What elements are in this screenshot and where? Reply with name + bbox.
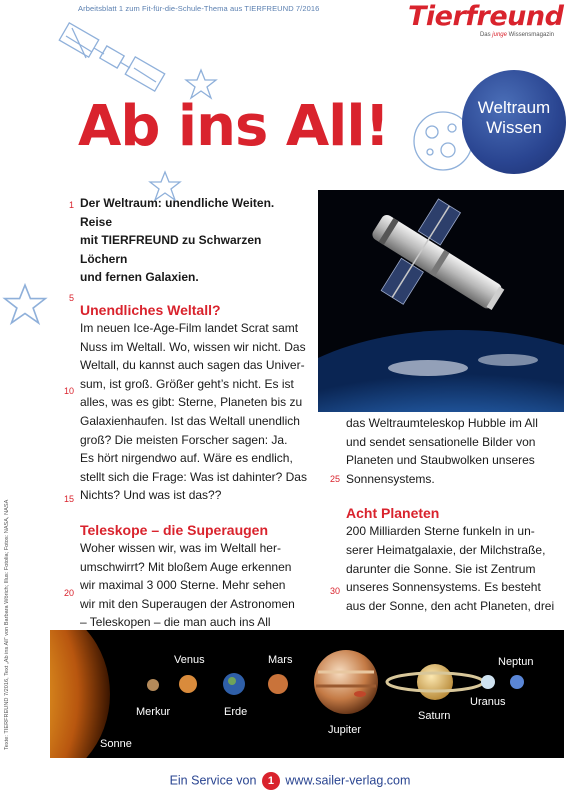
text-line: serer Heimatgalaxie, der Milchstraße, (346, 542, 546, 557)
text-line: groß? Die meisten Forscher sagen: Ja. (80, 432, 288, 447)
text-line: aus der Sonne, den acht Planeten, drei (346, 598, 555, 613)
text-line: Nuss im Weltall. Wo, wissen wir nicht. Das (80, 339, 306, 354)
tagline-suffix: Wissensmagazin (508, 32, 554, 38)
worksheet-header: Arbeitsblatt 1 zum Fit-für-die-Schule-Thema aus TIERFREUND 7/2016 (78, 4, 320, 13)
satellite-sketch-icon (58, 20, 168, 100)
sailer-logo-icon: 1 (262, 772, 280, 790)
text-line: wir mit den Superaugen der Astronomen (80, 596, 295, 611)
section-heading-planeten: Acht Planeten (346, 505, 440, 522)
footer-service-line (0, 772, 580, 790)
text-line: Nichts? Und was ist das?? (80, 488, 222, 503)
planet-label-sonne: Sonne (100, 738, 132, 750)
badge-line-2: Wissen (486, 118, 542, 137)
planet-label-saturn: Saturn (418, 710, 451, 722)
right-text-column (346, 414, 568, 615)
paragraph-weltall (80, 319, 308, 505)
text-line: Galaxienhaufen. Ist das Weltall unendlich (80, 413, 300, 428)
hubble-illustration (318, 190, 564, 412)
text-line: sum, ist groß. Größer geht’s nicht. Es ist (80, 376, 294, 391)
hubble-telescope-photo (318, 190, 564, 412)
badge-line-1: Weltraum (477, 98, 551, 117)
text-line: und sendet sensationelle Bilder von (346, 434, 536, 449)
text-line: Es hört nirgendwo auf. Wäre es endlich, (80, 451, 293, 466)
planet-label-mars: Mars (268, 654, 293, 666)
line-number: 30 (329, 586, 340, 596)
solar-system-image (50, 630, 564, 758)
paragraph-planeten (346, 522, 568, 615)
line-number: 1 (68, 200, 74, 210)
line-number: 5 (68, 293, 74, 303)
text-line: unseres Sonnensystems. Es besteht (346, 580, 541, 595)
planet-label-erde: Erde (224, 706, 248, 718)
logo-tagline (480, 32, 554, 38)
planet-label-neptun: Neptun (498, 656, 534, 668)
planet-label-merkur: Merkur (136, 706, 171, 718)
text-line: das Weltraumteleskop Hubble im All (346, 416, 538, 430)
section-heading-teleskope: Teleskope – die Superaugen (80, 521, 269, 538)
text-line: stellt sich die Frage: Was ist dahinter? Das (80, 469, 307, 484)
tagline-emphasis: junge (492, 32, 507, 38)
text-line: – Teleskopen – die man auch ins All (80, 615, 271, 630)
text-line: alles, was es gibt: Sterne, Planeten bis zu (80, 395, 303, 410)
section-heading-weltall: Unendliches Weltall? (80, 301, 221, 318)
star-sketch-icon (2, 282, 48, 326)
weltraum-wissen-badge (462, 70, 566, 174)
page-title: Ab ins All! (78, 94, 390, 159)
logo-wordmark: Tierfreund (408, 1, 564, 32)
tagline-prefix: Das (479, 32, 491, 38)
text-line: Im neuen Ice-Age-Film landet Scrat samt (80, 320, 299, 335)
text-line: Sonnensystems. (346, 471, 435, 486)
photo-credit: Texte: TIERFREUND 7/2016, Text „Ab ins All“ von Barbara Wörich; Illus: Fotolia; Fotos: NASA, NASA (4, 499, 10, 750)
line-number: 10 (63, 386, 74, 396)
text-line: 200 Milliarden Sterne funkeln in un- (346, 524, 535, 539)
line-number: 25 (329, 474, 340, 484)
text-line: Weltall, du kannst auch sagen das Univer- (80, 358, 305, 373)
lead-line: und fernen Galaxien. (80, 270, 199, 285)
publisher-url-link[interactable]: www.sailer-verlag.com (285, 773, 411, 788)
lead-paragraph (80, 194, 308, 287)
text-line: umschwirrt? Mit bloßem Auge erkennen (80, 559, 292, 574)
text-line: darunter die Sonne. Sie ist Zentrum (346, 561, 536, 576)
footer-prefix: Ein Service von (169, 773, 257, 788)
planet-label-uranus: Uranus (470, 696, 506, 708)
text-line: Woher wissen wir, was im Weltall her- (80, 540, 281, 555)
tierfreund-logo (408, 2, 562, 42)
text-line: wir maximal 3 000 Sterne. Mehr sehen (80, 578, 286, 593)
text-line: Planeten und Staubwolken unseres (346, 453, 535, 468)
paragraph-hubble (346, 414, 568, 488)
line-number: 20 (63, 588, 74, 598)
planet-label-jupiter: Jupiter (328, 724, 362, 736)
planet-label-venus: Venus (174, 654, 205, 666)
lead-line: Der Weltraum: unendliche Weiten. Reise (80, 196, 275, 229)
left-text-column (80, 194, 308, 650)
lead-line: mit TIERFREUND zu Schwarzen Löchern (80, 233, 262, 266)
line-number: 15 (63, 494, 74, 504)
